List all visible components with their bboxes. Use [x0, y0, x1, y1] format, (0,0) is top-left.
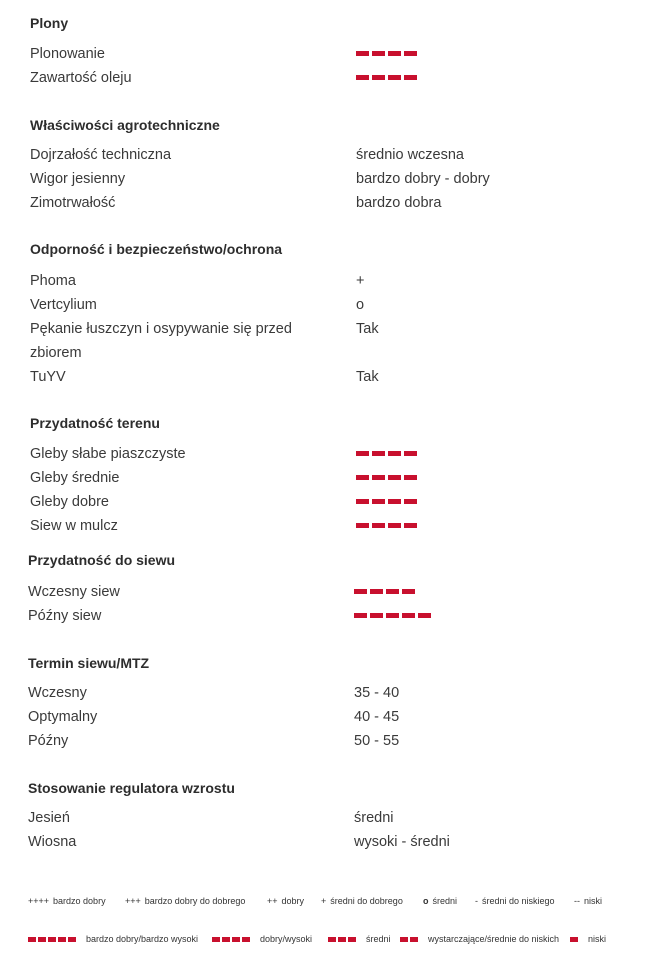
- rating-bar: [372, 523, 385, 528]
- rating-bar: [388, 51, 401, 56]
- rating-bar: [388, 523, 401, 528]
- property-row: [0, 705, 668, 729]
- rating-bar: [372, 475, 385, 480]
- rating-bar: [404, 523, 417, 528]
- legend-symbol-text: średni do niskiego: [482, 896, 555, 906]
- property-label: [28, 830, 76, 854]
- property-label-line: Jesień: [28, 810, 70, 826]
- legend-bar: [348, 937, 356, 942]
- property-label-line: Wczesny: [28, 685, 87, 701]
- property-label-line: Wiosna: [28, 834, 77, 850]
- property-row: [0, 490, 668, 514]
- property-row: [0, 191, 668, 215]
- rating-bar: [356, 475, 369, 480]
- property-label-line: Zawartość oleju: [30, 70, 132, 86]
- property-value: 35 - 40: [354, 685, 400, 701]
- legend-bar-text: dobry/wysoki: [260, 934, 313, 944]
- legend-bar-item: [28, 933, 198, 945]
- property-row: [0, 604, 668, 628]
- property-label: [30, 143, 171, 167]
- legend-bar-item: [212, 933, 312, 945]
- property-row: [0, 580, 668, 604]
- property-row: [0, 269, 668, 293]
- property-label-line: Phoma: [30, 273, 76, 289]
- property-label: [30, 42, 105, 66]
- rating-bar: [402, 613, 415, 618]
- legend-bars-sample: [28, 937, 76, 942]
- rating-bars: [356, 499, 417, 505]
- property-row: [0, 317, 668, 361]
- legend-symbol: +: [321, 896, 327, 906]
- property-value: średnio wczesna: [356, 147, 464, 163]
- property-row: [0, 681, 668, 705]
- rating-bar: [404, 475, 417, 480]
- property-value: Tak: [356, 321, 379, 337]
- rating-bars: [356, 51, 417, 57]
- legend-symbol-item: [267, 896, 304, 906]
- property-label-line: zbiorem: [30, 345, 82, 361]
- property-label: [28, 681, 87, 705]
- legend-bar: [410, 937, 418, 942]
- legend-symbol-text: bardzo dobry: [53, 896, 106, 906]
- property-label-line: Wigor jesienny: [30, 171, 126, 187]
- rating-bar: [388, 75, 401, 80]
- legend-bar: [232, 937, 240, 942]
- legend-bar-text: bardzo dobry/bardzo wysoki: [86, 934, 199, 944]
- rating-bar: [372, 451, 385, 456]
- property-row: [0, 830, 668, 854]
- property-label-line: Dojrzałość techniczna: [30, 147, 172, 163]
- property-row: [0, 293, 668, 317]
- rating-bar: [356, 523, 369, 528]
- property-row: [0, 167, 668, 191]
- section-title: Przydatność terenu: [30, 415, 160, 431]
- legend-symbol-item: [475, 896, 555, 906]
- property-value: bardzo dobra: [356, 195, 442, 211]
- legend-symbol-item: [423, 896, 457, 906]
- property-value: Tak: [356, 369, 379, 385]
- property-row: [0, 514, 668, 538]
- legend-symbol-text: bardzo dobry do dobrego: [144, 896, 246, 906]
- property-label: [30, 466, 119, 490]
- legend-bar: [28, 937, 36, 942]
- rating-bar: [388, 499, 401, 504]
- rating-bars: [356, 75, 417, 81]
- property-label: [30, 293, 97, 317]
- legend-bar: [242, 937, 250, 942]
- property-label-line: Wczesny siew: [28, 584, 120, 600]
- legend-bar: [222, 937, 230, 942]
- legend-symbol-text: dobry: [281, 896, 305, 906]
- legend-symbol-text: niski: [584, 896, 603, 906]
- legend-symbol: +++: [125, 896, 141, 906]
- property-label-line: Gleby średnie: [30, 470, 120, 486]
- property-label: [30, 365, 66, 389]
- legend-bar-text: wystarczające/średnie do niskich: [428, 934, 560, 944]
- rating-bars: [354, 613, 431, 619]
- rating-bar: [404, 51, 417, 56]
- property-value: wysoki - średni: [354, 834, 450, 850]
- rating-bar: [354, 613, 367, 618]
- property-label: [30, 514, 118, 538]
- property-label: [30, 191, 115, 215]
- property-label: [28, 604, 101, 628]
- legend-symbol-item: [28, 896, 106, 906]
- property-label-line: Gleby dobre: [30, 494, 109, 510]
- section-title: Plony: [30, 15, 69, 31]
- property-value: bardzo dobry - dobry: [356, 171, 490, 187]
- rating-bars: [354, 589, 415, 595]
- property-row: [0, 806, 668, 830]
- legend-bars-sample: [212, 937, 250, 942]
- legend-symbol-text: średni do dobrego: [330, 896, 403, 906]
- section-title: Odporność i bezpieczeństwo/ochrona: [30, 241, 283, 257]
- property-label: [30, 269, 76, 293]
- legend-bar: [38, 937, 46, 942]
- property-label: [28, 580, 120, 604]
- property-label-line: Optymalny: [28, 709, 98, 725]
- legend-symbol: -: [475, 896, 478, 906]
- rating-bar: [356, 51, 369, 56]
- legend-symbol: --: [574, 896, 580, 906]
- property-value: średni: [354, 810, 394, 826]
- rating-bars: [356, 451, 417, 457]
- legend-bar: [48, 937, 56, 942]
- rating-bar: [370, 589, 383, 594]
- rating-bar: [370, 613, 383, 618]
- property-label: [30, 490, 109, 514]
- property-label: [30, 442, 186, 466]
- property-label: [30, 167, 125, 191]
- property-row: [0, 442, 668, 466]
- legend-bar: [570, 937, 578, 942]
- rating-bar: [356, 75, 369, 80]
- property-label-line: Vertcylium: [30, 297, 97, 313]
- rating-bar: [388, 451, 401, 456]
- legend-bar-item: [570, 933, 606, 945]
- section-title: Termin siewu/MTZ: [28, 655, 150, 671]
- legend-bar: [400, 937, 408, 942]
- rating-bar: [372, 51, 385, 56]
- legend-bars-sample: [570, 937, 578, 942]
- property-row: [0, 143, 668, 167]
- property-row: [0, 729, 668, 753]
- property-value: 40 - 45: [354, 709, 400, 725]
- property-row: [0, 466, 668, 490]
- legend-symbol: ++: [267, 896, 278, 906]
- property-label-line: Późny: [28, 733, 69, 749]
- rating-bar: [356, 499, 369, 504]
- legend-symbol: ++++: [28, 896, 50, 906]
- property-label-line: Późny siew: [28, 608, 102, 624]
- property-row: [0, 365, 668, 389]
- property-row: [0, 42, 668, 66]
- section-title: Stosowanie regulatora wzrostu: [28, 780, 235, 796]
- rating-bar: [388, 475, 401, 480]
- rating-bars: [356, 523, 417, 529]
- property-label: [28, 729, 68, 753]
- rating-bar: [418, 613, 431, 618]
- legend-bar: [58, 937, 66, 942]
- property-label: [30, 317, 292, 365]
- property-value: o: [356, 297, 365, 313]
- legend-bars-sample: [400, 937, 418, 942]
- rating-bars: [356, 475, 417, 481]
- rating-bar: [354, 589, 367, 594]
- property-label-line: Pękanie łuszczyn i osypywanie się przed: [30, 321, 292, 337]
- legend-bar: [338, 937, 346, 942]
- legend-bar: [68, 937, 76, 942]
- rating-bar: [386, 613, 399, 618]
- rating-bar: [404, 499, 417, 504]
- property-label-line: Gleby słabe piaszczyste: [30, 446, 186, 462]
- property-value: 50 - 55: [354, 733, 400, 749]
- legend-symbol-item: [125, 896, 245, 906]
- legend-symbol-text: średni: [432, 896, 458, 906]
- legend-symbol: o: [423, 896, 429, 906]
- property-label-line: Zimotrwałość: [30, 195, 116, 211]
- legend-bar: [328, 937, 336, 942]
- legend-bar-text: niski: [588, 934, 607, 944]
- property-label: [30, 66, 132, 90]
- legend-bar-text: średni: [366, 934, 391, 944]
- legend-symbol-item: [574, 896, 602, 906]
- rating-bar: [386, 589, 399, 594]
- section-title: Właściwości agrotechniczne: [30, 117, 220, 133]
- property-value: +: [356, 273, 365, 289]
- legend-bar: [212, 937, 220, 942]
- property-label: [28, 806, 70, 830]
- rating-bar: [372, 75, 385, 80]
- legend-bar-item: [328, 933, 391, 945]
- rating-bar: [356, 451, 369, 456]
- property-label-line: TuYV: [30, 369, 66, 385]
- property-label-line: Siew w mulcz: [30, 518, 118, 534]
- property-row: [0, 66, 668, 90]
- rating-bar: [404, 75, 417, 80]
- legend-bars: [0, 933, 668, 947]
- legend-bars-sample: [328, 937, 356, 942]
- legend-bar-item: [400, 933, 559, 945]
- rating-bar: [404, 451, 417, 456]
- property-label-line: Plonowanie: [30, 46, 105, 62]
- property-label: [28, 705, 97, 729]
- rating-bar: [372, 499, 385, 504]
- rating-bar: [402, 589, 415, 594]
- legend-symbol-item: [321, 896, 403, 906]
- section-title: Przydatność do siewu: [28, 552, 176, 568]
